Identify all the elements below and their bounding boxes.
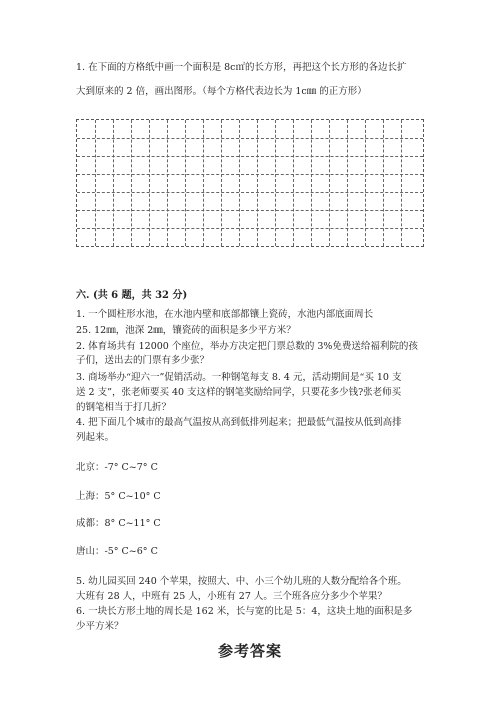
question-line: 2. 体育场共有 12000 个座位，举办方决定把门票总数的 3%免费送给福利院的孩	[76, 341, 418, 352]
city-temp-tangshan: 唐山：-5° C~6° C	[76, 546, 158, 557]
question-line: 6. 一块长方形土地的周长是 162 米，长与宽的比是 5：4，这块土地的面积是多	[76, 606, 413, 617]
city-temp-shanghai: 上海：5° C~10° C	[76, 491, 161, 502]
city-temp-beijing: 北京：-7° C~7° C	[76, 462, 158, 473]
question-line: 送 2 支”，张老师要买 40 支这样的钢笔奖励给同学，只要花多少钱?张老师买	[76, 387, 402, 398]
question-line: 1. 一个圆柱形水池，在水池内壁和底部都镶上瓷砖，水池内部底面周长	[76, 309, 374, 320]
question-line: 列起来。	[76, 432, 115, 443]
question-line: 5. 幼儿园买回 240 个苹果，按照大、中、小三个幼儿班的人数分配给各个班。	[76, 576, 407, 587]
question-line: 3. 商场举办“迎六一”促销活动。一种钢笔每支 8. 4 元，活动期间是“买 10 支	[76, 372, 402, 383]
grid-paper	[76, 119, 424, 247]
question-line: 少平方米？	[76, 621, 124, 632]
question-line: 大班有 28 人，中班有 25 人，小班有 27 人。三个班各应分多少个苹果？	[76, 591, 387, 602]
section-title: 六. (共 6 题，共 32 分)	[76, 290, 188, 301]
q1-line-2: 大到原来的 2 倍，画出图形。（每个方格代表边长为 1c㎜ 的正方形）	[76, 86, 367, 97]
question-line: 的钢笔相当于打几折？	[76, 402, 172, 413]
answer-title: 参考答案	[217, 642, 282, 660]
q1-line-1: 1. 在下面的方格纸中画一个面积是 8c㎡的长方形，再把这个长方形的各边长扩	[76, 62, 407, 73]
city-temp-chengdu: 成都：8° C~11° C	[76, 518, 161, 529]
question-line: 4. 把下面几个城市的最高气温按从高到低排列起来；把最低气温按从低到高排	[76, 417, 402, 428]
question-line: 子们，送出去的门票有多少张？	[76, 355, 210, 366]
question-line: 25. 12㎜，池深 2㎜，镶瓷砖的面积是多少平方米？	[76, 325, 296, 336]
